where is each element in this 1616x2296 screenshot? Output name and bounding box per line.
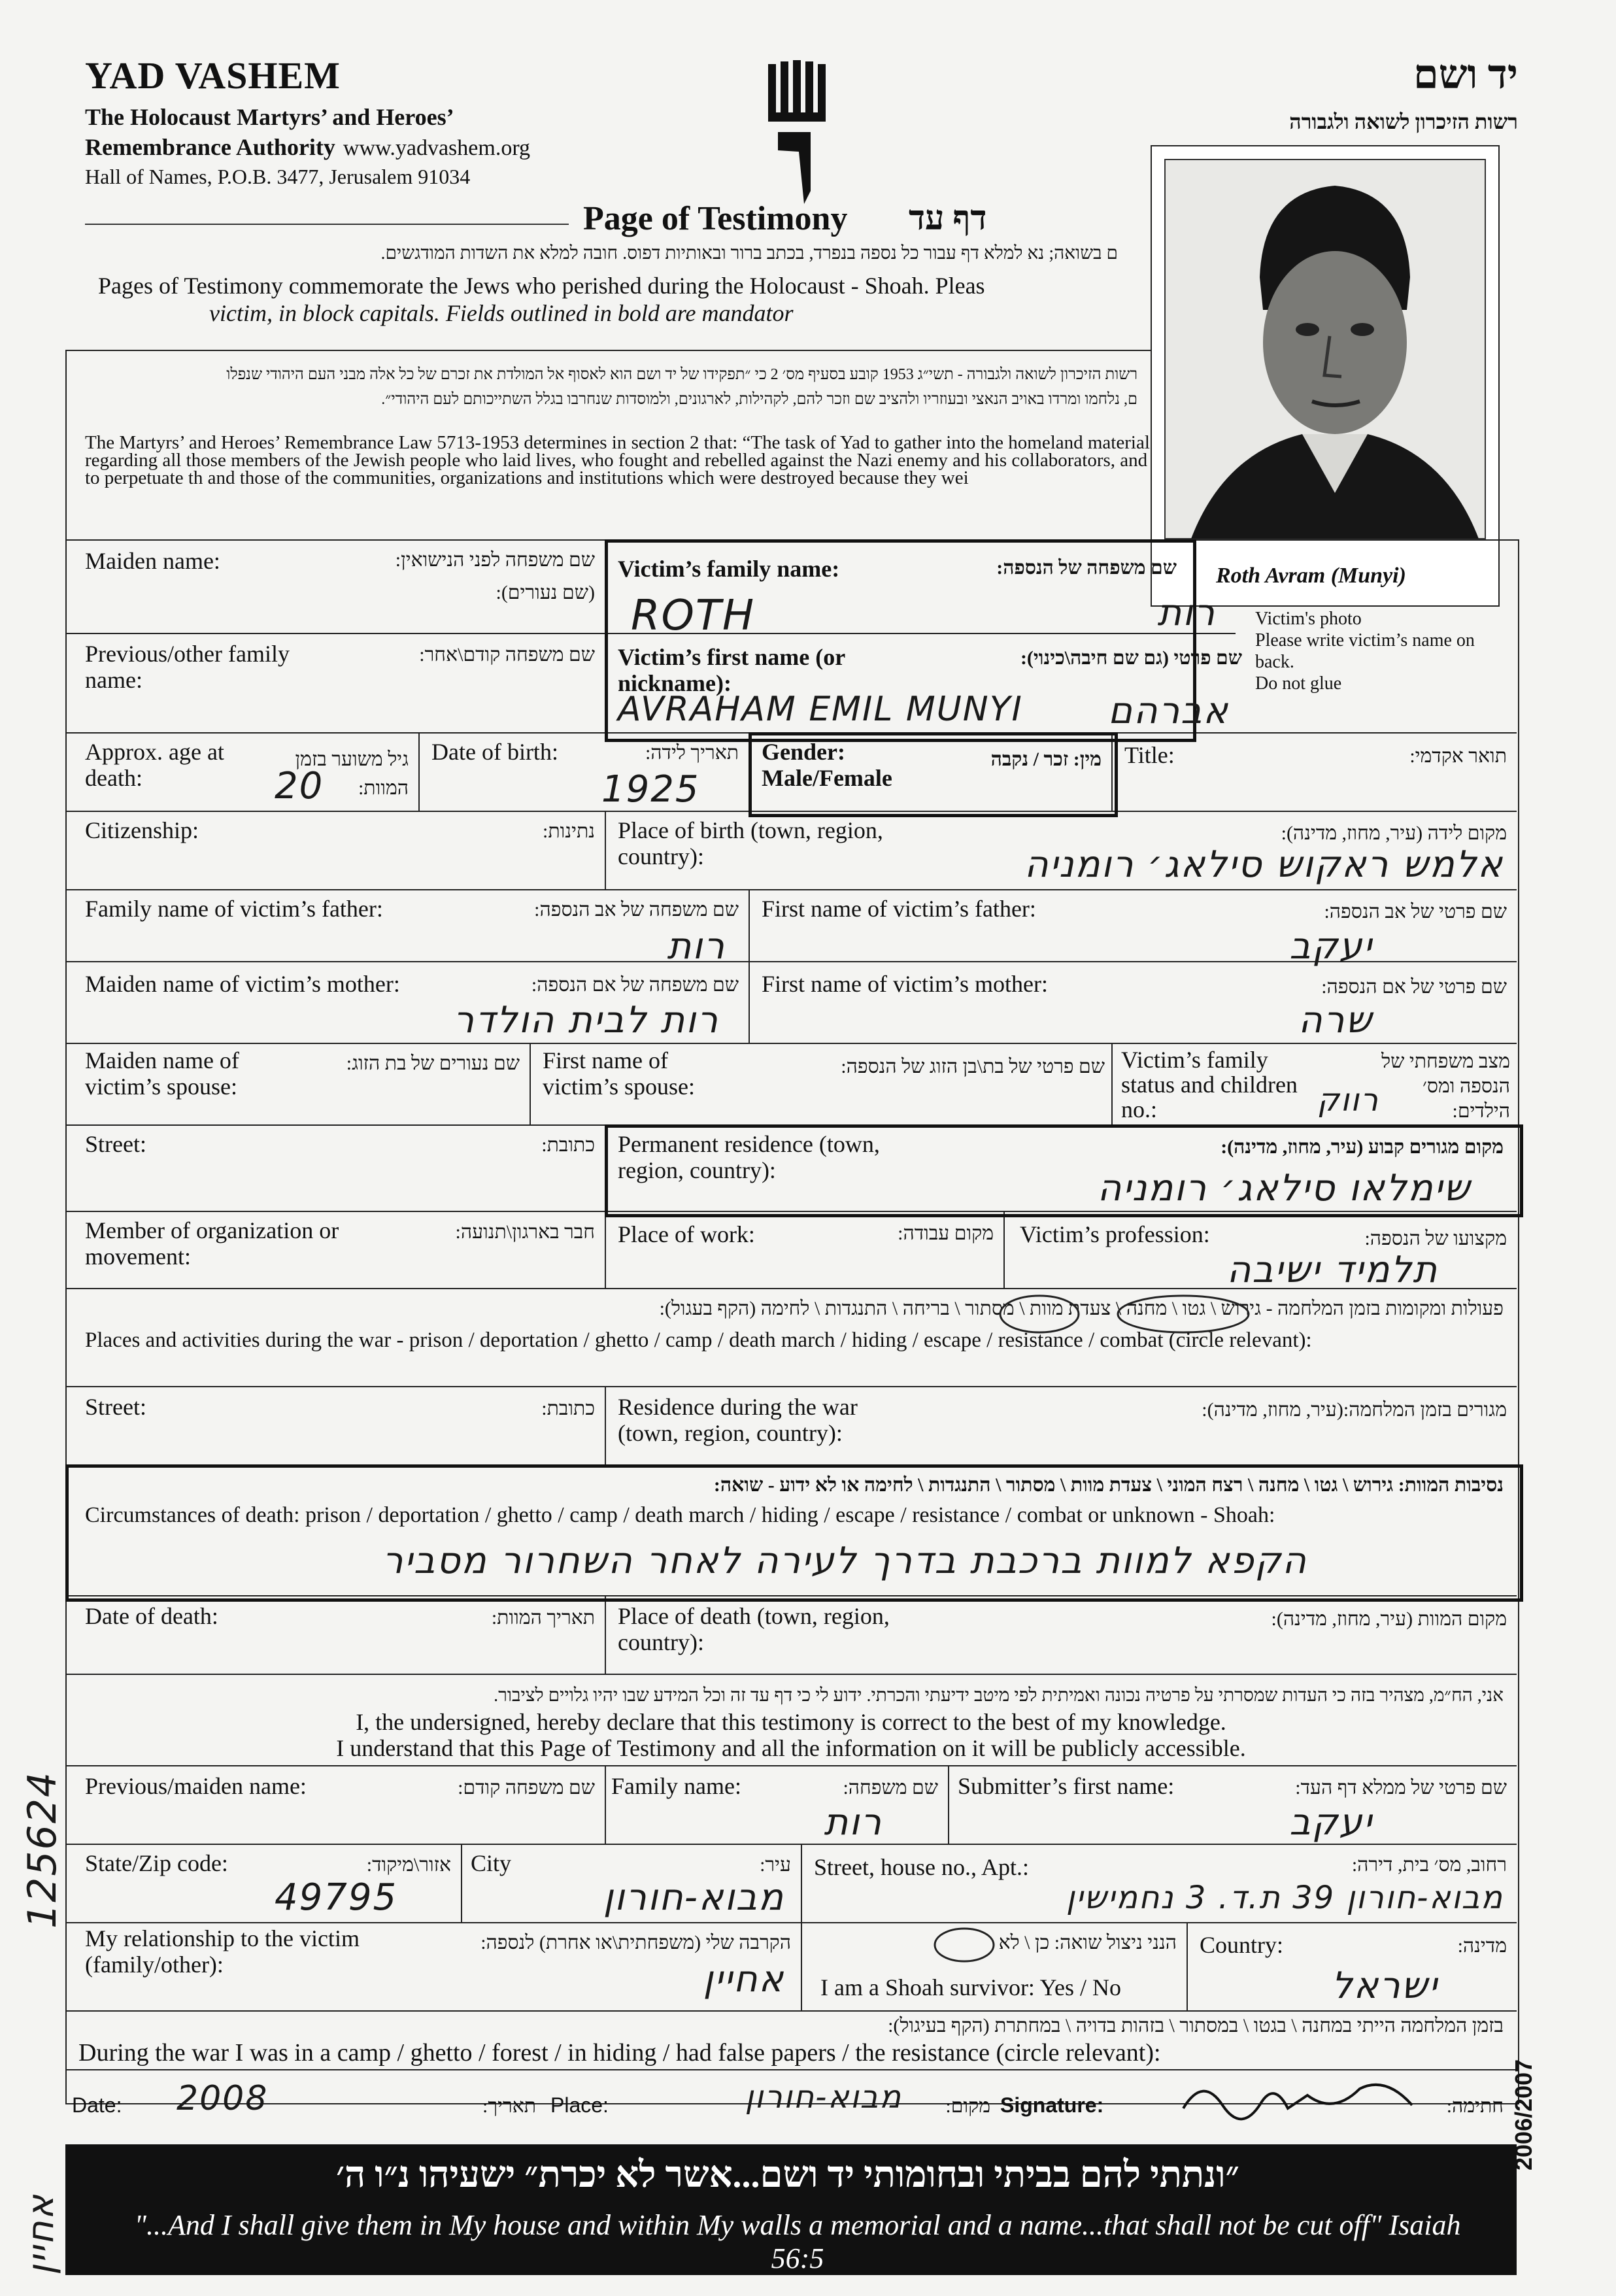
war-activities-label: Places and activities during the war - prison / deportation / ghetto / camp / death march / hiding / escape / resistance / combat (circle relevant): [85, 1328, 1312, 1352]
gender-label-he: מין: זכר / נקבה [990, 749, 1102, 770]
row-line [65, 1674, 1517, 1675]
title-label: Title: [1124, 742, 1175, 768]
date-value[interactable]: 2008 [177, 2079, 269, 2118]
place-label: Place: [550, 2093, 609, 2117]
family-name-label: Victim’s family name: [618, 556, 840, 582]
street-house-label-he: רחוב, מס׳ בית, דירה: [1351, 1854, 1507, 1876]
first-name-label-he: שם פרטי (גם שם חיבה\כינוי): [1020, 647, 1242, 669]
hebrew-name: יד ושם [1413, 53, 1518, 97]
citizenship-label: Citizenship: [85, 817, 199, 843]
profession-label-he: מקצועו של הנספה: [1364, 1228, 1507, 1249]
city-label: City [471, 1850, 512, 1876]
maiden-name-label-he: שם משפחה לפני הנישואין: [395, 549, 595, 571]
death-circumstances-label-he: נסיבות המוות: גירוש \ גטו \ מחנה \ רצח המוני \ צעדת מוות \ מסתור \ התנגדות \ לחימה או לא ידוע - שואה: [713, 1474, 1504, 1496]
family-status-label: Victim’s family status and children no.: [1121, 1047, 1298, 1123]
declaration-hebrew: אני, הח״מ, מצהיר בזה כי העדות שמסרתי על פרטיה נכונה ואמיתית לפי מיטב ידיעתי והכרתי. ידוע לי כי דף עד זה וכל המידע שבו יהיו גלויים לציבור. [494, 1685, 1504, 1706]
margin-handwritten-word: אחיין [20, 2193, 62, 2275]
first-name-label: Victim’s first name (or nickname): [618, 644, 845, 696]
col-line [1003, 1211, 1005, 1288]
mother-first-name-label-he: שם פרטי של אם הנספה: [1321, 976, 1507, 998]
survivor-label: I am a Shoah survivor: Yes / No [820, 1974, 1121, 2001]
menorah-logo-icon [765, 60, 837, 211]
gender-label: Gender: Male/Female [762, 739, 892, 791]
photo-caption: Roth Avram (Munyi) [1216, 564, 1406, 588]
approx-age-label: Approx. age at death: [85, 739, 224, 791]
during-war-label-he: בזמן המלחמה הייתי במחנה \ בגטו \ במסתור \ בזהות בדויה \ במחתרת (הקף בעיגול): [888, 2015, 1504, 2036]
mother-maiden-name-label-he: שם משפחה של אם הנספה: [531, 974, 739, 996]
citizenship-label-he: נתינות: [543, 820, 595, 842]
war-street-label-he: כתובת: [541, 1398, 595, 1419]
street-label: Street: [85, 1131, 146, 1157]
intro-english-2: victim, in block capitals. Fields outlined in bold are mandator [209, 300, 794, 326]
place-of-death-label: Place of death (town, region, country): [618, 1603, 890, 1655]
spouse-maiden-name-label-he: שם נעורים של בת הזוג: [346, 1053, 520, 1074]
relationship-value[interactable]: אחיין [703, 1958, 784, 2001]
first-name-value[interactable]: AVRAHAM EMIL MUNYI [618, 690, 1023, 729]
date-of-death-label-he: תאריך המוות: [491, 1607, 595, 1629]
col-line [948, 1765, 949, 1844]
row-line [65, 1844, 1517, 1845]
street-label-he: כתובת: [541, 1134, 595, 1156]
org-name: YAD VASHEM [85, 54, 341, 97]
place-value[interactable]: מבוא-חורון [745, 2079, 902, 2116]
signature-label-he: חתימה: [1446, 2095, 1504, 2117]
father-first-name-value[interactable]: יעקב [1289, 925, 1373, 968]
row-line [65, 1765, 1517, 1766]
street-house-label: Street, house no., Apt.: [814, 1854, 1029, 1880]
date-label-he: תאריך: [482, 2095, 536, 2117]
page-title: Page of Testimony [583, 200, 848, 237]
maiden-name-label-he-2: (שם נעורים): [496, 582, 595, 603]
maiden-name-label: Maiden name: [85, 548, 220, 574]
family-name-value-he[interactable]: רות [1157, 592, 1216, 634]
father-family-name-label-he: שם משפחה של אב הנספה: [534, 899, 739, 920]
col-line [1111, 1043, 1113, 1124]
zip-value[interactable]: 49795 [275, 1876, 398, 1919]
father-first-name-label: First name of victim’s father: [762, 896, 1036, 922]
permanent-residence-label-he: מקום מגורים קבוע (עיר, מחוז, מדינה): [1220, 1136, 1504, 1158]
spouse-maiden-name-label: Maiden name of victim’s spouse: [85, 1047, 239, 1100]
survivor-label-he: הנני ניצול שואה: כן \ לא [998, 1932, 1177, 1953]
zip-label: State/Zip code: [85, 1850, 228, 1876]
col-line [1187, 1922, 1188, 2010]
org-line-2-text: Remembrance Authority [85, 134, 335, 160]
father-family-name-label: Family name of victim’s father: [85, 896, 383, 922]
intro-english-1: Pages of Testimony commemorate the Jews who perished during the Holocaust - Shoah. Pleas [98, 273, 985, 299]
law-english: The Martyrs’ and Heroes’ Remembrance Law 5713-1953 determines in section 2 that: “The task of Yad to gather into the homeland material regarding all those members of the Jewish people who laid lives, who fought and rebelled against the Nazi enemy and his collaborators, and to perpetuate th and those of the communities, organizations and institutions which were destroyed because they wei [85, 432, 1150, 488]
org-line-2 [85, 133, 530, 161]
col-line [749, 889, 750, 1043]
col-line [605, 811, 606, 889]
declaration-english-1: I, the undersigned, hereby declare that this testimony is correct to the best of my knowledge. [356, 1709, 1226, 1735]
during-war-label: During the war I was in a camp / ghetto / forest / in hiding / had false papers / the resistance (circle relevant): [78, 2039, 1161, 2067]
family-status-value[interactable]: רווק [1317, 1082, 1379, 1119]
relationship-label: My relationship to the victim (family/other): [85, 1925, 360, 1978]
submitter-family-name-label: Family name: [611, 1773, 741, 1799]
row-line [65, 889, 1517, 890]
dob-label-he: תאריך לידה: [645, 742, 739, 764]
col-line [461, 1844, 462, 1922]
col-line [605, 1765, 606, 1844]
permanent-residence-value[interactable]: שימלאו סילאג׳ רומניה [1097, 1167, 1471, 1209]
submitter-family-name-label-he: שם משפחה: [843, 1777, 938, 1798]
submitter-first-name-value[interactable]: יעקב [1289, 1801, 1373, 1844]
submitter-family-name-value[interactable]: רות [824, 1801, 883, 1844]
war-residence-label: Residence during the war (town, region, country): [618, 1394, 858, 1446]
circled-deportation-icon [1111, 1291, 1255, 1337]
photo-note-2: Please write victim’s name on back. [1255, 630, 1475, 672]
father-family-name-value[interactable]: רות [667, 925, 726, 968]
col-line [418, 732, 420, 811]
intro-hebrew: ם בשואה; נא למלא דף עבור כל נספה בנפרד, בכתב ברור ובאותיות דפוס. חובה למלא את השדות המודגשים. [380, 243, 1118, 263]
row-line [65, 1922, 1517, 1923]
org-line-1: The Holocaust Martyrs’ and Heroes’ [85, 104, 454, 130]
mother-maiden-name-value[interactable]: רות לבית הולדר [453, 999, 719, 1041]
country-value[interactable]: ישראל [1331, 1965, 1438, 2007]
country-label: Country: [1200, 1932, 1284, 1958]
country-label-he: מדינה: [1457, 1935, 1507, 1957]
family-name-value[interactable]: ROTH [631, 592, 756, 640]
approx-age-value[interactable]: 20 [275, 765, 324, 807]
organization-label-he: חבר בארגון\תנועה: [455, 1221, 595, 1243]
approx-age-label-he: גיל משוער בזמן המוות: [295, 749, 409, 799]
victim-photo [1151, 145, 1500, 607]
place-label-he: מקום: [945, 2095, 990, 2117]
declaration-english-2: I understand that this Page of Testimony and all the information on it will be publicly accessible. [336, 1735, 1246, 1761]
col-line [801, 1844, 802, 1922]
previous-maiden-name-label: Previous/maiden name: [85, 1773, 307, 1799]
previous-family-name-label: Previous/other family name: [85, 641, 290, 693]
family-status-label-he: מצב משפחתי של הנספה ומס׳ הילדים: [1381, 1051, 1510, 1122]
mother-first-name-value[interactable]: שרה [1298, 999, 1373, 1041]
website: www.yadvashem.org [343, 136, 531, 160]
father-first-name-label-he: שם פרטי של אב הנספה: [1324, 901, 1507, 922]
street-house-value[interactable]: מבוא-חורון 39 ת.ד. 3 נחמישין [1066, 1880, 1504, 1916]
organization-label: Member of organization or movement: [85, 1217, 339, 1270]
spouse-first-name-label-he: שם פרטי של בת\בן הזוג של הנספה: [841, 1056, 1105, 1077]
law-hebrew-2: ם, נלחמו ומרדו באויב הנאצי ובעוזריו ולהציב שם וזכר להם, לקהילות, לארגונים, ולמוסדות שנחרבו בגלל השתייכותם לעם היהודי״. [381, 391, 1137, 408]
permanent-residence-label: Permanent residence (town, region, country): [618, 1131, 880, 1183]
date-label: Date: [72, 2093, 122, 2117]
place-of-birth-label: Place of birth (town, region, country): [618, 817, 883, 869]
war-street-label: Street: [85, 1394, 146, 1420]
death-circumstances-value[interactable]: הקפא למוות ברכבת בדרך לעירה לאחר השחרור מסביר [382, 1540, 1307, 1582]
place-of-birth-label-he: מקום לידה (עיר, מחוז, מדינה): [1281, 822, 1507, 844]
margin-handwritten-number: 125624 [20, 1770, 65, 1929]
col-line [605, 1211, 606, 1288]
death-circumstances-label: Circumstances of death: prison / deportation / ghetto / camp / death march / hiding / escape / resistance / combat or unknown - Shoah: [85, 1503, 1275, 1527]
photo-note-1: Victim's photo [1255, 609, 1362, 629]
signature-label: Signature: [1000, 2093, 1104, 2117]
place-of-death-label-he: מקום המוות (עיר, מחוז, מדינה): [1271, 1608, 1507, 1630]
previous-family-name-label-he: שם משפחה קודם\אחר: [419, 644, 595, 666]
city-value[interactable]: מבוא-חורון [603, 1876, 784, 1919]
circled-ghetto-icon [994, 1291, 1085, 1337]
photo-note-3: Do not glue [1255, 673, 1342, 694]
submitter-first-name-label-he: שם פרטי של ממלא דף העד: [1295, 1777, 1507, 1798]
row-line [65, 1386, 1517, 1387]
col-line [801, 1922, 802, 2010]
dob-label: Date of birth: [431, 739, 558, 765]
dob-value[interactable]: 1925 [601, 768, 700, 811]
title-label-he: תואר אקדמי: [1409, 745, 1507, 767]
row-line [65, 2010, 1517, 2012]
header-rule [85, 224, 569, 225]
city-label-he: עיר: [760, 1854, 791, 1876]
submitter-first-name-label: Submitter’s first name: [958, 1773, 1175, 1799]
row-line [65, 1043, 1517, 1044]
col-line [605, 1595, 606, 1674]
relationship-label-he: הקרבה שלי (משפחתית\או אחרת) לנספה: [480, 1932, 791, 1953]
zip-label-he: אזור\מיקוד: [366, 1854, 451, 1876]
mother-maiden-name-label: Maiden name of victim’s mother: [85, 971, 400, 997]
hebrew-subtitle: רשות הזיכרון לשואה ולגבורה [1289, 110, 1518, 133]
previous-maiden-name-label-he: שם משפחה קודם: [458, 1777, 595, 1798]
signature-mark-icon [1177, 2069, 1425, 2128]
footer-quote-hebrew: ״ונתתי להם בביתי ובחומותי יד ושם...אשר לא יכרת״ ישעיהו נ״ו ה׳ [336, 2155, 1239, 2195]
col-line [530, 1043, 531, 1124]
page-title-hebrew: דף עד [909, 200, 987, 237]
place-of-birth-value[interactable]: אלמש ראקוש סילאג׳ רומניה [1024, 843, 1504, 886]
mother-first-name-label: First name of victim’s mother: [762, 971, 1048, 997]
law-hebrew-1: רשות הזיכרון לשואה ולגבורה - תשי״ג 1953 קובע בסעיף מס׳ 2 כי ״תפקידו של יד ושם הוא לאסוף אל המולדת את זכרם של כל אלה מבני העם היהודי שנפלו [226, 366, 1137, 383]
profession-label: Victim’s profession: [1020, 1221, 1210, 1247]
footer-quote-english: "...And I shall give them in My house and within My walls a memorial and a name...that shall not be cut off" Isaiah 56:5 [134, 2209, 1461, 2274]
place-of-work-label-he: מקום עבודה: [898, 1223, 994, 1244]
war-residence-label-he: מגורים בזמן המלחמה:(עיר, מחוז, מדינה): [1202, 1399, 1507, 1421]
org-address: Hall of Names, P.O.B. 3477, Jerusalem 91034 [85, 165, 471, 188]
col-line [605, 1386, 606, 1464]
place-of-work-label: Place of work: [618, 1221, 755, 1247]
family-name-label-he: שם משפחה של הנספה: [996, 557, 1177, 579]
spouse-first-name-label: First name of victim’s spouse: [543, 1047, 695, 1100]
profession-value[interactable]: תלמיד ישיבה [1226, 1249, 1438, 1291]
circled-no-icon [928, 1925, 1000, 1965]
date-of-death-label: Date of death: [85, 1603, 218, 1629]
portrait-icon [1152, 146, 1498, 552]
form-edition-date: 2006/2007 [1510, 2059, 1537, 2170]
war-activities-label-he: פעולות ומקומות בזמן המלחמה - גירוש \ גטו \ מחנה \ צעדת מוות \ מסתור \ בריחה \ התנגדות \ לחימה (הקף בעגול): [659, 1298, 1504, 1319]
first-name-value-he[interactable]: אברהם [1107, 690, 1229, 732]
